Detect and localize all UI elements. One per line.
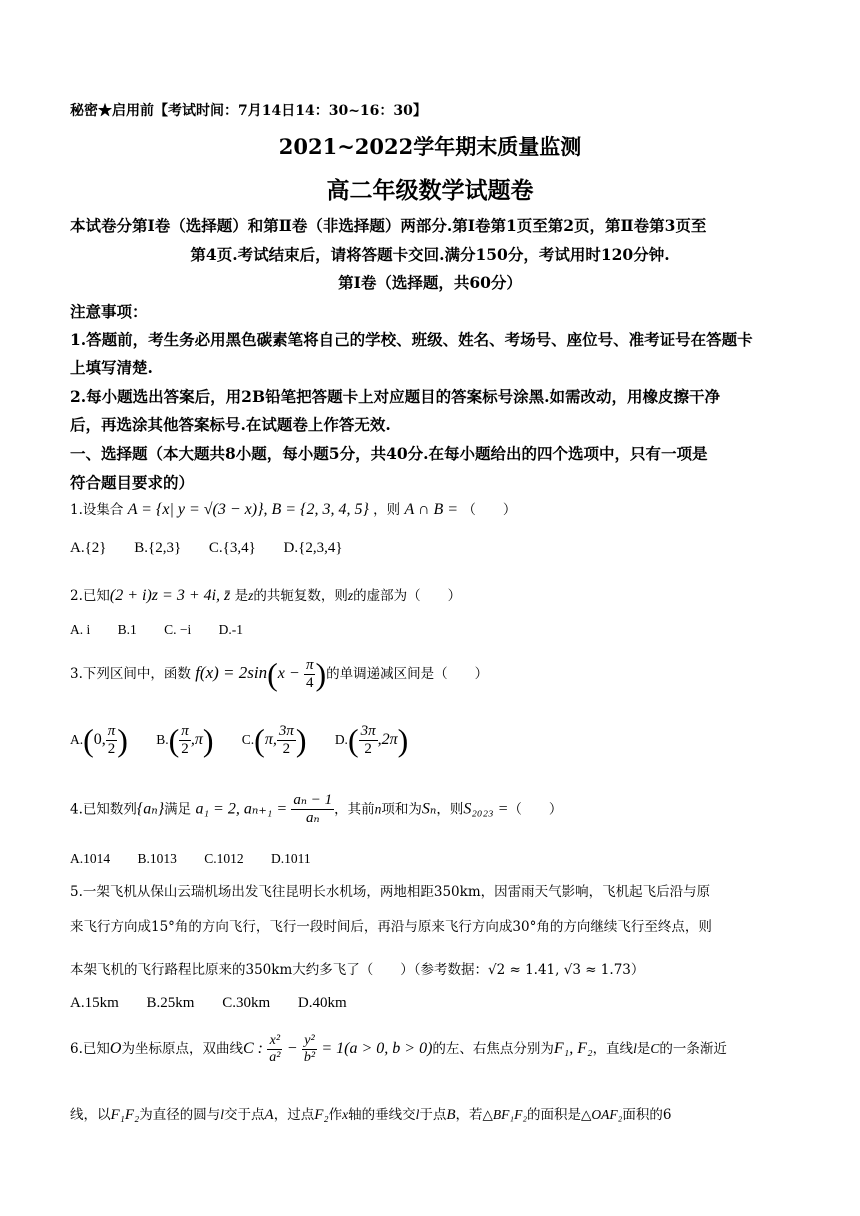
q4-sn: Sₙ — [421, 800, 437, 818]
exam-title: 2021~2022学年期末质量监测 — [278, 134, 582, 159]
note-1-line-2: 上填写清楚. — [70, 358, 153, 377]
q5-option-a[interactable]: A.15km — [70, 995, 119, 1011]
q3-frac-den: 4 — [305, 675, 314, 691]
q1-option-d[interactable]: D.{2,3,4} — [283, 540, 343, 556]
question-2 — [70, 584, 461, 605]
q6-line-1: 6.已知O为坐标原点，双曲线C : $\frac{\text{x²}}{\text{a²}}$ − $\frac{\text{y²}}{\text{b²}}$ = 1(a > 0, b > 0)的左、右焦点分别为F₁, F₂，直线l是C的一条渐近 — [70, 1033, 727, 1066]
q2-prefix: 2.已知 — [70, 588, 110, 604]
intro-line-2: 第4页.考试结束后，请将答题卡交回.满分150分，考试用时120分钟. — [190, 245, 670, 264]
part1-line-1: 一、选择题（本大题共8小题，每小题5分，共40分.在每小题给出的四个选项中，只有一项是 — [70, 444, 708, 463]
q2-options — [70, 622, 267, 638]
q1-option-b[interactable]: B.{2,3} — [134, 540, 182, 556]
q2-tail: 的虚部为（ ） — [353, 588, 462, 604]
q1-option-a[interactable]: A.{2} — [70, 540, 107, 556]
q2-mid: 是 — [234, 588, 249, 604]
q5-option-b[interactable]: B.25km — [146, 995, 195, 1011]
question-4 — [70, 792, 562, 828]
q1-option-c[interactable]: C.{3,4} — [208, 540, 256, 556]
q1-prefix: 1.设集合 — [70, 502, 124, 518]
paper-title: 高二年级数学试题卷 — [326, 177, 534, 204]
note-1-line-1: 1.答题前，考生务必用黑色碳素笔将自己的学校、班级、姓名、考场号、座位号、准考证号在答题卡 — [70, 330, 753, 349]
q5-options — [70, 995, 371, 1012]
q1-ask: ，则 — [373, 502, 401, 518]
q5-line-2: 来飞行方向成15°角的方向飞行，飞行一段时间后，再沿与原来飞行方向成30°角的方向继续飞行至终点，则 — [70, 919, 712, 935]
q4-option-a[interactable]: A.1014 — [70, 851, 111, 866]
q4-mid: 满足 — [164, 801, 192, 818]
q6-frac-x: $\frac{\text{x²}}{\text{a²}}$ — [269, 1033, 281, 1066]
q4-s2023: S₂₀₂₃ = — [463, 800, 509, 818]
q4-mid3: 项和为 — [381, 801, 422, 818]
q4-option-c[interactable]: C.1012 — [204, 851, 244, 866]
question-3 — [70, 656, 488, 693]
q3-option-d[interactable]: D.( $\frac{3\pi}{2}$ ,2π) — [334, 722, 409, 758]
q2-option-a[interactable]: A. i — [70, 622, 91, 637]
q1-paren: （ ） — [462, 502, 517, 518]
q2-option-b[interactable]: B.1 — [117, 622, 137, 637]
q4-prefix: 4.已知数列 — [70, 801, 137, 818]
q1-options — [70, 540, 367, 557]
q4-option-b[interactable]: B.1013 — [137, 851, 177, 866]
q3-prefix: 3.下列区间中，函数 — [70, 666, 191, 682]
q4-frac — [291, 792, 334, 828]
q4-paren: （ ） — [508, 801, 563, 818]
q4-cond: a₁ = 2, aₙ₊₁ = — [195, 800, 288, 818]
q4-mid4: ，则 — [436, 801, 464, 818]
q3-frac — [304, 657, 316, 693]
q3-option-a[interactable]: A.(0, $\frac{\pi}{2}$ ) — [70, 722, 128, 758]
notes-heading: 注意事项： — [70, 302, 148, 321]
q3-x-minus: x − — [277, 665, 300, 682]
intro-line-1: 本试卷分第Ⅰ卷（选择题）和第Ⅱ卷（非选择题）两部分.第Ⅰ卷第1页至第2页，第Ⅱ卷第3页至 — [70, 216, 707, 235]
q5-option-d[interactable]: D.40km — [297, 995, 347, 1011]
q4-frac-den: aₙ — [305, 810, 320, 827]
q3-options — [70, 722, 432, 759]
q2-z2: z — [347, 588, 354, 603]
secret-line: 秘密★启用前【考试时间：7月14日14：30~16：30】 — [70, 103, 427, 119]
q3-f: f(x) = 2sin — [195, 663, 268, 682]
q3-rparen: ) — [315, 656, 327, 692]
q2-option-c[interactable]: C. −i — [164, 622, 192, 637]
q4-mid2: ，其前 — [334, 801, 375, 818]
q3-option-c[interactable]: C.(π, $\frac{3\pi}{2}$ ) — [241, 722, 307, 758]
q4-options — [70, 851, 335, 867]
q3-lparen: ( — [267, 656, 278, 692]
q6-frac-y: $\frac{\text{y²}}{\text{b²}}$ — [303, 1033, 316, 1066]
q5-line-1: 5.一架飞机从保山云瑞机场出发飞往昆明长水机场，两地相距350km，因雷雨天气影响，飞机起飞后沿与原 — [70, 884, 711, 900]
q2-expr: (2 + i)z = 3 + 4i, z̄ — [109, 587, 231, 604]
q4-option-d[interactable]: D.1011 — [271, 851, 311, 866]
section-title: 第Ⅰ卷（选择题，共60分） — [338, 273, 522, 292]
q2-mid2: 的共轭复数，则 — [253, 588, 348, 604]
q4-seq: {aₙ} — [136, 800, 165, 818]
q1-expr: A ∩ B = — [404, 501, 459, 518]
part1-line-2: 符合题目要求的） — [70, 473, 195, 492]
q3-tail: 的单调递减区间是（ ） — [326, 666, 489, 682]
q2-option-d[interactable]: D.-1 — [218, 622, 244, 637]
q4-frac-num: aₙ − 1 — [291, 792, 334, 810]
q6-line-2: 线，以F₁F₂为直径的圆与l交于点A，过点F₂作x轴的垂线交l于点B，若△BF₁F₂的面积是△OAF₂面积的6 — [70, 1107, 672, 1123]
q3-option-b[interactable]: B.( $\frac{\pi}{2}$ ,π) — [156, 722, 214, 758]
q2-z1: z — [248, 588, 254, 603]
q5-line-3: 本架飞机的飞行路程比原来的350km大约多飞了（ ）（参考数据：√2 ≈ 1.41, √3 ≈ 1.73） — [70, 962, 645, 978]
q3-frac-num: π — [304, 657, 316, 675]
q1-set-b: , B = {2, 3, 4, 5} — [263, 501, 369, 518]
question-1 — [70, 498, 516, 519]
note-2-line-2: 后，再选涂其他答案标号.在试题卷上作答无效. — [70, 415, 391, 434]
q1-set-a: A = {x| y = √(3 − x)} — [127, 501, 264, 518]
q4-n: n — [374, 801, 382, 817]
note-2-line-1: 2.每小题选出答案后，用2B铅笔把答题卡上对应题目的答案标号涂黑.如需改动，用橡皮擦干净 — [70, 387, 720, 406]
q5-option-c[interactable]: C.30km — [222, 995, 271, 1011]
